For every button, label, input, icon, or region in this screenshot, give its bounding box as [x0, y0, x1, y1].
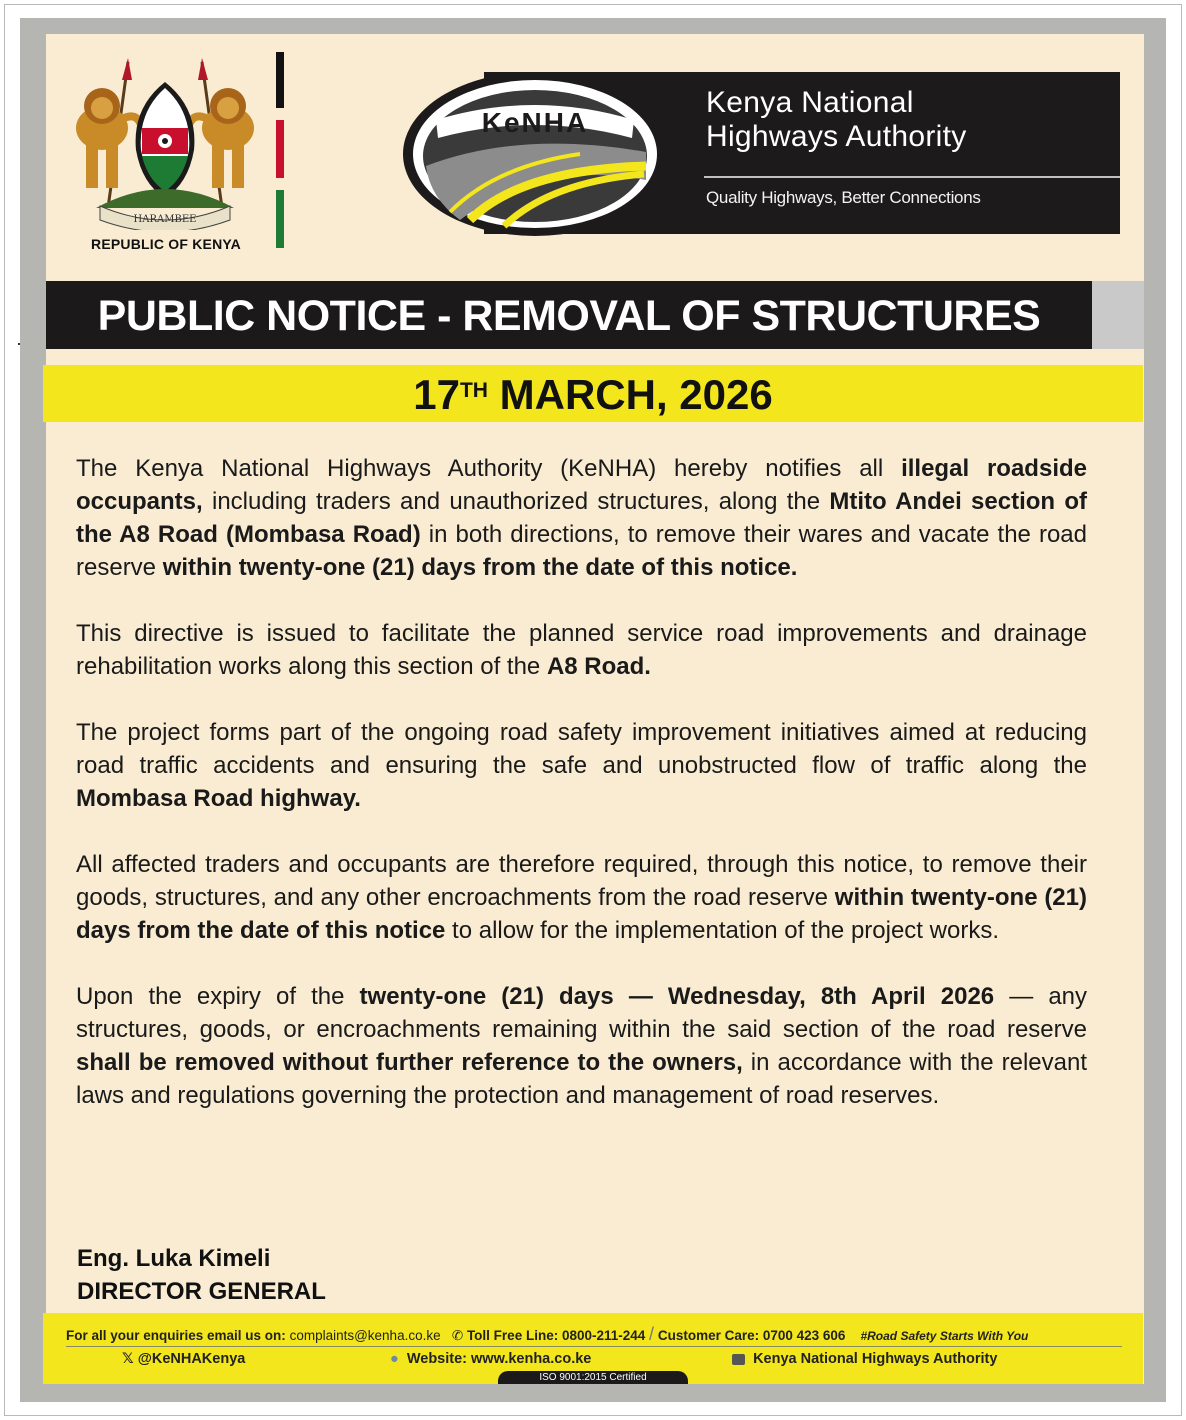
p2-bold-1: A8 Road.: [546, 653, 651, 680]
website-link[interactable]: [390, 1351, 591, 1367]
enquiries-email[interactable]: complaints@kenha.co.ke: [289, 1328, 441, 1343]
twitter-handle[interactable]: [122, 1351, 245, 1367]
org-name-line2: Highways Authority: [706, 120, 967, 153]
paragraph-4: [76, 848, 1087, 947]
paragraph-3: [76, 716, 1087, 815]
phone-icon: ✆: [451, 1328, 464, 1343]
flag-stripe: [276, 52, 284, 248]
notice-body: [76, 452, 1087, 1145]
p5-text-3: in accordance with the relevant laws and regulations governing the protection and management of road reserves.: [76, 1049, 1087, 1109]
p5-text-1: Upon the expiry of the: [76, 983, 360, 1010]
facebook-page[interactable]: [732, 1351, 997, 1367]
p3-bold-1: Mombasa Road highway.: [76, 785, 361, 812]
scan-mark: [18, 343, 20, 345]
p5-bold-2: shall be removed without further reference to the owners,: [76, 1049, 743, 1076]
toll-free-line: Toll Free Line: 0800-211-244: [466, 1328, 646, 1343]
p1-text-2: including traders and unauthorized structures, along the: [202, 488, 830, 515]
p5-text-2: — any structures, goods, or encroachments remaining within the said section of the road reserve: [76, 983, 1088, 1043]
notice-title: PUBLIC NOTICE - REMOVAL OF STRUCTURES: [97, 292, 1041, 340]
website-text: Website: www.kenha.co.ke: [406, 1351, 592, 1367]
twitter-text: @KeNHAKenya: [137, 1351, 246, 1367]
p4-text-1: All affected traders and occupants are therefore required, through this notice, to remove their goods, structures, and any other encroachments from the road reserve: [76, 851, 1087, 911]
signature-block: [77, 1242, 326, 1308]
title-shadow: [1092, 281, 1144, 349]
p3-text-1: The project forms part of the ongoing road safety improvement initiatives aimed at reducing road traffic accidents and ensuring the safe and unobstructed flow of traffic along the: [76, 719, 1087, 779]
customer-care-line: Customer Care: 0700 423 606: [657, 1328, 846, 1343]
banner-divider: [704, 176, 1120, 178]
paragraph-5: [76, 980, 1087, 1112]
facebook-icon: [732, 1354, 745, 1365]
org-name-line1: Kenya National: [706, 86, 914, 119]
logo-text: KeNHA: [481, 107, 589, 138]
p1-bold-2: Mtito Andei section of the A8 Road (Mombasa Road): [76, 488, 1087, 548]
emblem-motto: HARAMBEE: [133, 214, 197, 225]
x-twitter-icon: 𝕏: [122, 1351, 134, 1367]
p5-bold-1: twenty-one (21) days — Wednesday, 8th April 2026: [359, 983, 995, 1010]
p4-text-2: to allow for the implementation of the project works.: [445, 917, 999, 944]
coat-of-arms-icon: [66, 58, 264, 230]
p2-text-1: This directive is issued to facilitate the planned service road improvements and drainage rehabilitation works along this section of the: [76, 620, 1087, 680]
paragraph-1: [76, 452, 1087, 584]
republic-label: REPUBLIC OF KENYA: [91, 236, 241, 252]
date-month-year: MARCH, 2026: [499, 371, 773, 418]
p1-text-3: in both directions, to remove their wares and vacate the road reserve: [76, 521, 1088, 581]
kenha-logo-icon: [400, 70, 670, 238]
p4-bold-1: within twenty-one (21) days from the date of this notice: [76, 884, 1087, 944]
notice-date: [43, 370, 1143, 420]
signatory-title: DIRECTOR GENERAL: [77, 1278, 326, 1305]
signatory-name: Eng. Luka Kimeli: [77, 1245, 271, 1272]
enquiries-label: For all your enquiries email us on:: [66, 1328, 286, 1343]
road-safety-hashtag: #Road Safety Starts With You: [860, 1329, 1029, 1343]
globe-icon: ●: [390, 1351, 399, 1367]
p1-text-1: The Kenya National Highways Authority (KeNHA) hereby notifies all: [76, 455, 902, 482]
facebook-text: Kenya National Highways Authority: [753, 1351, 998, 1367]
org-name: [706, 86, 1106, 154]
contact-separator: /: [649, 1324, 655, 1344]
paragraph-2: [76, 617, 1087, 683]
iso-certification: ISO 9001:2015 Certified: [498, 1371, 688, 1384]
footer-divider: [66, 1346, 1122, 1347]
date-suffix: TH: [459, 379, 488, 402]
org-tagline: Quality Highways, Better Connections: [706, 188, 981, 207]
date-day: 17: [413, 371, 460, 418]
p1-bold-3: within twenty-one (21) days from the date of this notice.: [162, 554, 798, 581]
p1-bold-1: illegal roadside occupants,: [76, 455, 1087, 515]
footer-contacts: [66, 1324, 1126, 1345]
